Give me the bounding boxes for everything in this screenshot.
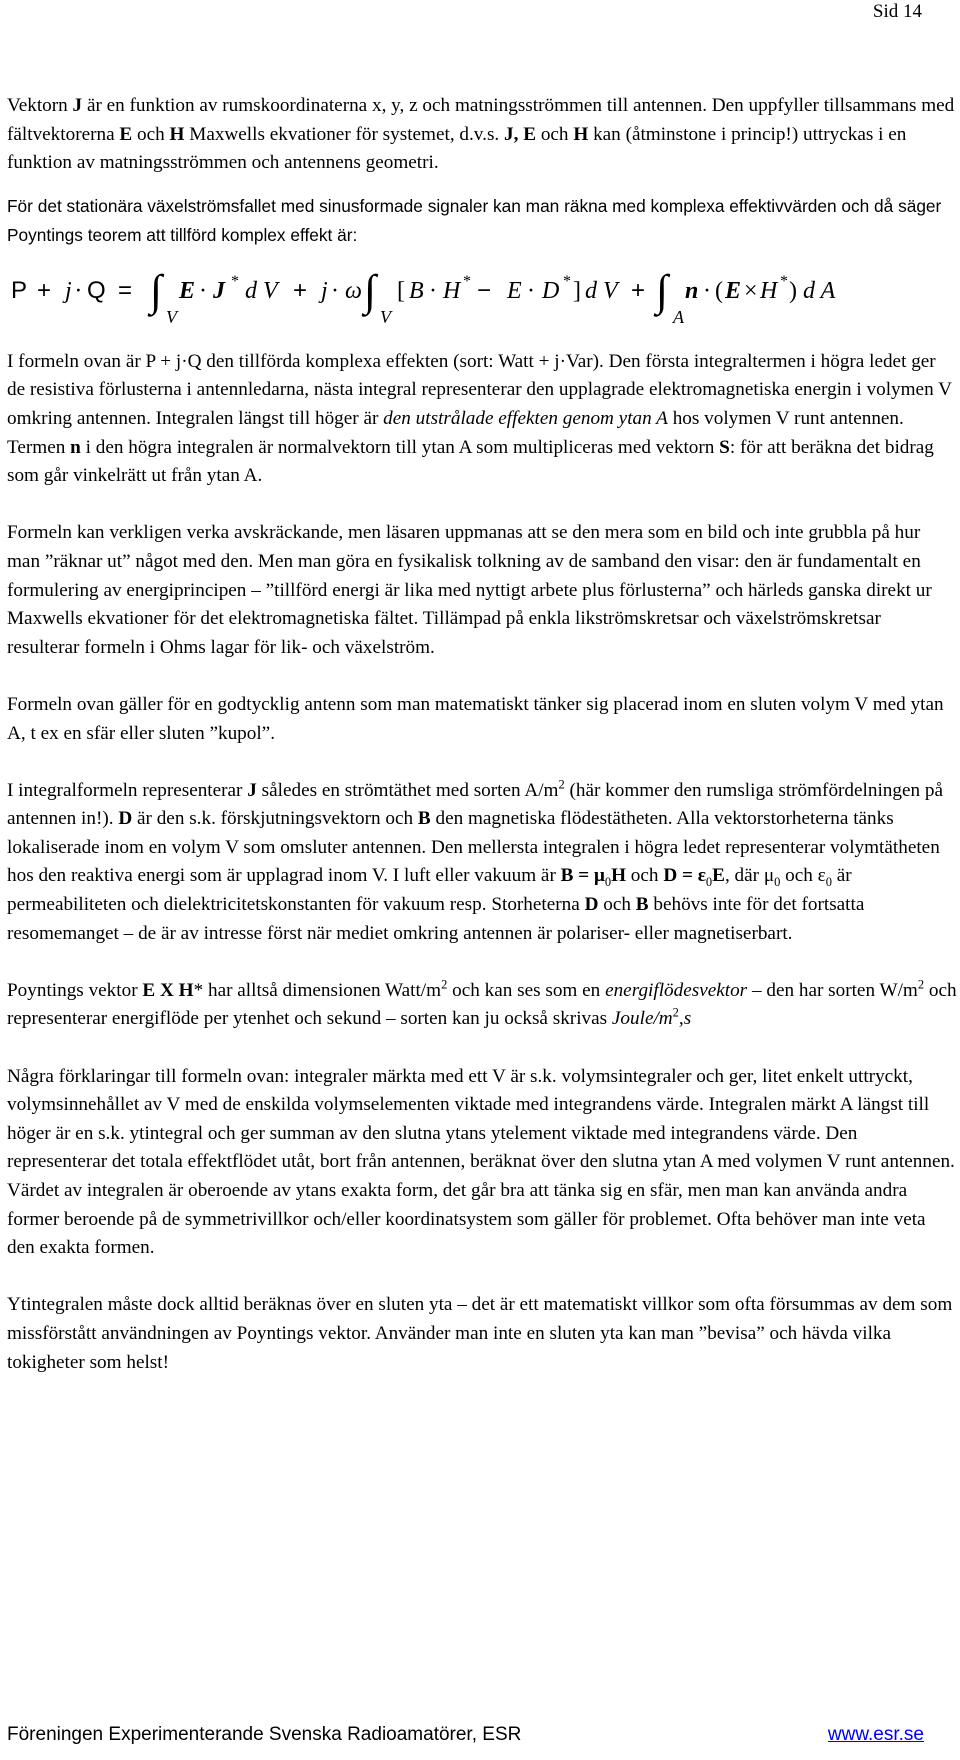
formula-j: j xyxy=(65,277,72,304)
text: kan (åtminstone i princip!) uttryckas i en funktion av matningsströmmen och antennens geometri. xyxy=(7,123,907,174)
formula-h: H xyxy=(760,277,778,304)
formula-e: E xyxy=(725,277,742,304)
symbol-j: J xyxy=(247,779,257,801)
integral-sign: ∫ xyxy=(656,265,669,315)
paragraph-vectors xyxy=(7,777,957,949)
volume-label: V xyxy=(380,306,391,327)
symbol-e: E xyxy=(119,123,133,145)
formula-h: H xyxy=(443,277,461,304)
text: och xyxy=(132,123,170,145)
emphasis: Joule/m xyxy=(611,1008,673,1030)
text: är den s.k. förskjutningsvektorn och xyxy=(132,808,418,830)
text: är permeabiliteten och dielektricitetskonstanten för vakuum resp. Storheterna xyxy=(7,865,852,916)
paragraph-poynting-intro: För det stationära växelströmsfallet med sinusformade signaler kan man räkna med komplexa effektivvärden och då säger Poyntings teorem att tillförd komplex effekt är: xyxy=(7,195,942,245)
formula-equals: = xyxy=(118,276,133,304)
text: behövs inte för det fortsatta resomemanget – de är av intresse först när mediet omkring antennen är polariser- eller magnetiserbart. xyxy=(7,894,865,944)
formula-graphic xyxy=(7,259,957,327)
formula-bracket-open: [ xyxy=(397,277,405,304)
text: och xyxy=(536,123,574,145)
subscript: 0 xyxy=(604,875,612,890)
subscript: 0 xyxy=(705,875,713,890)
superscript: 2 xyxy=(917,977,925,992)
formula-conjugate: * xyxy=(463,272,471,290)
symbol-b: B xyxy=(635,894,649,916)
formula-plus: + xyxy=(37,276,52,304)
text: – den har sorten W/m xyxy=(747,979,918,1001)
emphasis: den utstrålade effekten genom ytan A xyxy=(383,407,668,429)
equation-d: D = ε xyxy=(663,865,706,887)
paragraph-volume: Formeln ovan gäller för en godtycklig antenn som man matematiskt tänker sig placerad inom en sluten volym V med ytan A, t ex en sfär eller sluten ”kupol”. xyxy=(7,693,944,744)
formula-e: E xyxy=(179,277,196,304)
text: * har alltså dimensionen Watt/m xyxy=(193,979,442,1001)
formula-j: j xyxy=(321,277,328,304)
symbol-e-x-h: E X H xyxy=(142,979,194,1001)
emphasis: energiflödesvektor xyxy=(605,979,748,1001)
paragraph-interpretation: Formeln kan verkligen verka avskräckande, men läsaren uppmanas att se den mera som en bild och inte grubbla på hur man ”räknar ut” något med den. Men man göra en fysikalisk tolkning av de samband den visar: den är fundamentalt en formulering av energiprincipen – ”tillförd energi är lika med nyttigt arbete plus förlusterna” och härleds ganska direkt ur Maxwells ekvationer för det elektromagnetiska fältet. Tillämpad på enkla likströmskretsar och växelströmskretsar resulterar formeln i Ohms lagar för lik- och växelström. xyxy=(7,522,932,658)
text: och kan ses som en xyxy=(447,979,606,1001)
paragraph-formula-explanation xyxy=(7,348,957,491)
symbol-h: H xyxy=(611,865,626,887)
superscript: 2 xyxy=(558,777,565,792)
formula-dot: · xyxy=(199,277,207,304)
formula-paren-open: ( xyxy=(715,277,723,304)
formula-dot: · xyxy=(527,277,535,304)
formula-bracket-close: ] xyxy=(573,277,581,304)
text: : för att beräkna det bidrag som går vinkelrätt ut från ytan A. xyxy=(7,436,934,487)
text: , där μ xyxy=(724,865,775,887)
text: Poyntings vektor xyxy=(7,979,143,1001)
superscript: 2 xyxy=(672,1006,679,1021)
text: Maxwells ekvationer för systemet, d.v.s. xyxy=(184,123,505,145)
formula-conjugate: * xyxy=(231,272,239,290)
footer-website-link[interactable]: www.esr.se xyxy=(827,1724,924,1745)
formula-cross: × xyxy=(744,277,758,304)
paragraph-closed-surface: Ytintegralen måste dock alltid beräknas över en sluten yta – det är ett matematiskt villkor som ofta försummas av dem som missförstått användningen av Poyntings vektor. Använder man inte en sluten yta kan man ”bevisa” och hävda vilka tokigheter som helst! xyxy=(7,1294,953,1373)
symbol-b: B xyxy=(417,808,431,830)
footer-organization: Föreningen Experimenterande Svenska Radioamatörer, ESR xyxy=(7,1724,522,1745)
formula-conjugate: * xyxy=(780,272,788,290)
symbol-j-e: J, E xyxy=(504,123,537,145)
volume-label: V xyxy=(166,306,177,327)
poynting-formula xyxy=(7,259,957,327)
formula-dv: d V xyxy=(585,277,618,304)
page-number: Sid 14 xyxy=(872,1,922,22)
symbol-n: n xyxy=(70,436,81,458)
formula-da: d A xyxy=(803,277,836,304)
symbol-s: S xyxy=(719,436,730,458)
symbol-h: H xyxy=(169,123,185,145)
superscript: 2 xyxy=(441,977,448,992)
formula-n: n xyxy=(685,277,699,304)
equation-b: B = μ xyxy=(560,865,605,887)
text: Vektorn xyxy=(7,95,73,116)
integral-sign: ∫ xyxy=(364,265,377,315)
text: (här kommer den rumsliga strömfördelningen på antennen in!). xyxy=(7,779,944,830)
text: i den högra integralen är normalvektorn till ytan A som multipliceras med vektorn xyxy=(80,436,720,458)
paragraph-intro xyxy=(7,92,957,178)
symbol-d: D xyxy=(584,894,599,916)
symbol-j: J xyxy=(72,95,83,116)
subscript: 0 xyxy=(774,875,781,890)
text: och ε xyxy=(780,865,826,887)
formula-dot: · xyxy=(703,277,711,304)
surface-label: A xyxy=(673,306,684,327)
integral-sign: ∫ xyxy=(150,265,163,315)
formula-dot: · xyxy=(429,277,437,304)
subscript: 0 xyxy=(825,875,832,890)
text: och xyxy=(626,865,664,887)
text: är en funktion av rumskoordinaterna x, y, z och matningsströmmen till antennen. Den uppfyller tillsammans med fältvektorerna xyxy=(7,95,955,145)
formula-plus: + xyxy=(631,276,646,304)
text: I integralformeln representerar xyxy=(7,779,248,801)
text: den magnetiska flödestätheten. Alla vektorstorheterna tänks lokaliserade inom en volym V som omsluter antennen. Den mellersta integralen i högra ledet representerar volymtätheten hos den reaktiva energi som är upplagrad inom V. I luft eller vakuum är xyxy=(7,808,940,887)
formula-e: E xyxy=(507,277,522,304)
text: och representerar energiflöde per ytenhet och sekund – sorten kan ju också skrivas xyxy=(7,979,957,1030)
formula-plus: + xyxy=(293,276,308,304)
symbol-d: D xyxy=(118,808,133,830)
text: och xyxy=(598,894,636,916)
formula-j: J xyxy=(213,277,225,304)
formula-b: B xyxy=(409,277,424,304)
formula-minus: − xyxy=(477,276,492,304)
paragraph-explanations: Några förklaringar till formeln ovan: integraler märkta med ett V är s.k. volymsintegraler och ger, litet enkelt uttryckt, volymsinnehållet av V med de enskilda volymselementen viktade med integrandens värde. Integralen märkt A längst till höger är en s.k. ytintegral och ger summan av den slutna ytans ytelement viktade med integrandens värde. Den representerar det totala effektflödet utåt, bort från antennen, beräknat över den slutna ytan A med volymen V runt antennen. Värdet av integralen är oberoende av ytans exakta form, det går bra att tänka sig en sfär, men man kan använda andra former beroende på de symmetrivillkor och/eller koordinatsystem som gäller för problemet. Ofta behöver man inte veta den exakta formen. xyxy=(7,1065,955,1259)
formula-d: D xyxy=(542,277,560,304)
symbol-h: H xyxy=(573,123,589,145)
formula-dot: · xyxy=(75,277,81,304)
formula-p: P xyxy=(11,276,28,304)
formula-conjugate: * xyxy=(563,272,571,290)
formula-dot: · xyxy=(331,277,339,304)
paragraph-poynting-vector xyxy=(7,977,957,1034)
formula-paren-close: ) xyxy=(789,277,797,304)
text: I formeln ovan är P + j·Q den tillförda komplexa effekten (sort: Watt + j·Var). Den första integraltermen i högra ledet ger de resistiva förlusterna i antennledarna, nästa integral representerar den upplagrade elektromagnetiska energin i volymen V omkring antennen. Integralen längst till höger är xyxy=(7,350,952,429)
text: hos volymen V runt antennen. Termen xyxy=(7,407,904,458)
formula-q: Q xyxy=(87,276,106,304)
main-content xyxy=(7,92,957,1377)
emphasis: ,s xyxy=(678,1008,692,1030)
symbol-e: E xyxy=(712,865,725,887)
formula-dv: d V xyxy=(245,277,278,304)
formula-omega: ω xyxy=(345,277,362,304)
text: således en strömtäthet med sorten A/m xyxy=(256,779,559,801)
